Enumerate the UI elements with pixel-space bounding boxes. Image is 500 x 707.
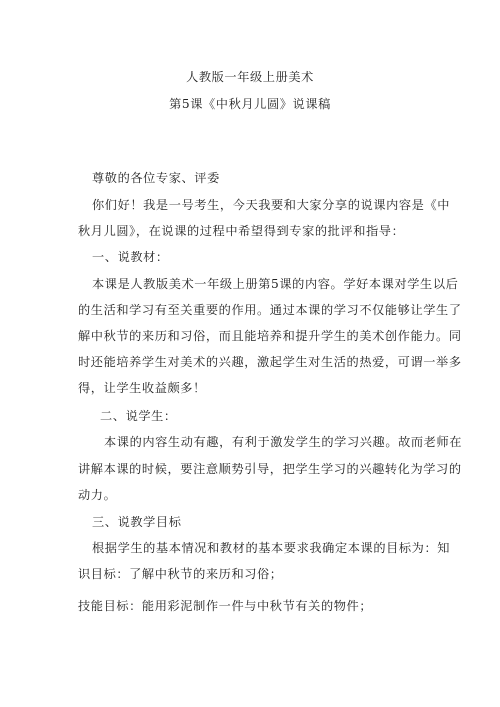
section-1-line-3: 解中秋节的来历和习俗，而且能培养和提升学生的美术创作能力。同 [78, 329, 462, 343]
section-1-heading: 一、说教材： [92, 250, 169, 264]
section-1-line-5: 得，让学生收益颇多！ [78, 381, 206, 395]
section-2-line-3: 动力。 [78, 488, 117, 502]
section-2-heading: 二、说学生： [100, 409, 177, 423]
section-3-line-1: 根据学生的基本情况和教材的基本要求我确定本课的目标为：知 [92, 541, 451, 555]
section-3-heading: 三、说教学目标 [92, 515, 182, 529]
intro-line-2: 秋月儿圆》，在说课的过程中希望得到专家的批评和指导： [78, 224, 405, 238]
section-2-line-1: 本课的内容生动有趣，有利于激发学生的学习兴趣。故而老师在 [104, 435, 463, 449]
document-title: 人教版一年级上册美术 [186, 70, 314, 84]
section-1-line-2: 的生活和学习有至关重要的作用。通过本课的学习不仅能够让学生了 [78, 303, 462, 317]
section-1-line-1: 本课是人教版美术一年级上册第5课的内容。学好本课对学生以后 [92, 277, 459, 291]
section-2-line-2: 讲解本课的时候，要注意顺势引导，把学生学习的兴趣转化为学习的 [78, 462, 462, 476]
intro-line-1: 你们好！我是一号考生，今天我要和大家分享的说课内容是《中 [92, 198, 451, 212]
document-subtitle: 第5课《中秋月儿圆》说课稿 [169, 97, 331, 111]
greeting-line: 尊敬的各位专家、评委 [92, 171, 220, 185]
section-3-line-2: 识目标：了解中秋节的来历和习俗； [78, 567, 283, 581]
section-3-line-3: 技能目标：能用彩泥制作一件与中秋节有关的物件； [78, 599, 373, 613]
section-1-line-4: 时还能培养学生对美术的兴趣，激起学生对生活的热爱，可谓一举多 [78, 355, 462, 369]
